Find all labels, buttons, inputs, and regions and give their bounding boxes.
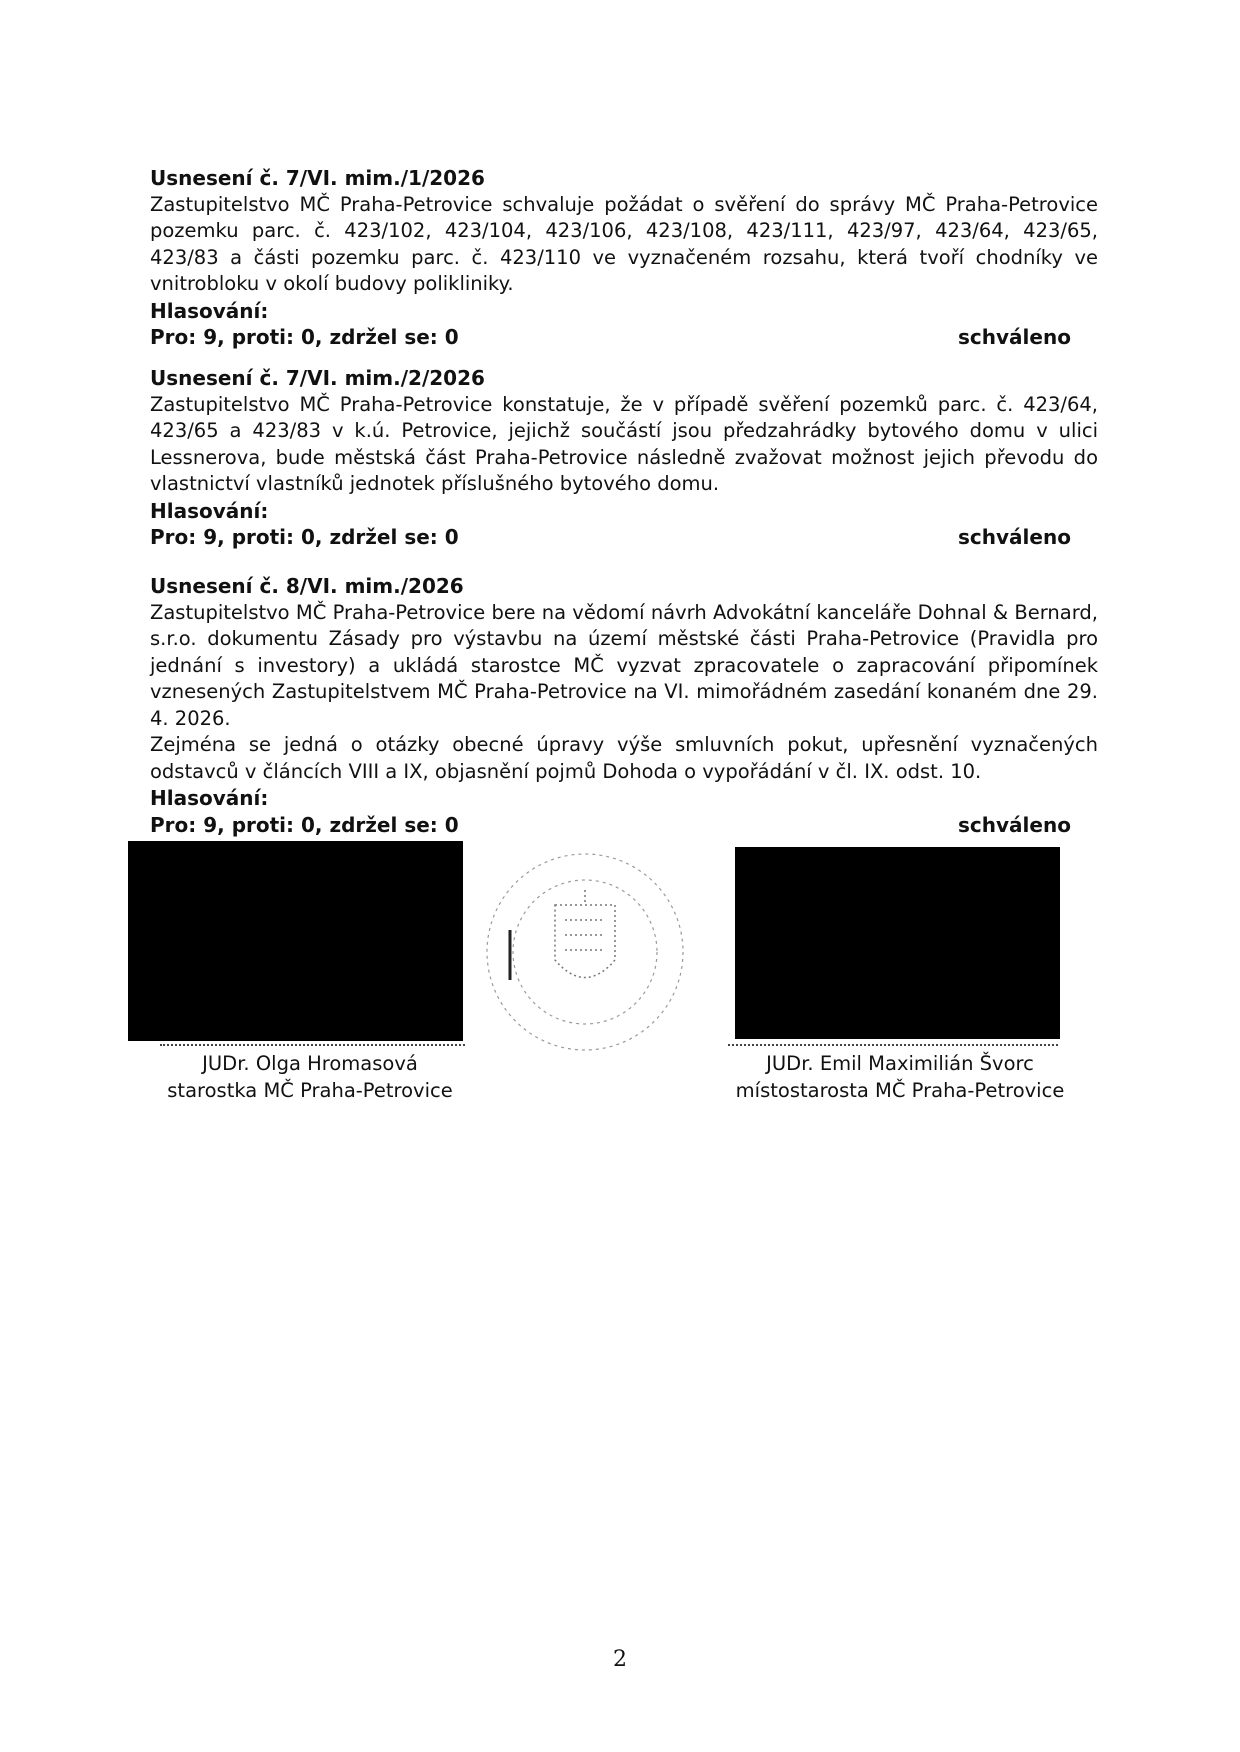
signatory-left-name: JUDr. Olga Hromasová — [202, 1052, 418, 1075]
resolution-title: Usnesení č. 7/VI. mim./2/2026 — [150, 366, 485, 390]
resolution-paragraph: Zastupitelstvo MČ Praha-Petrovice schvaluje požádat o svěření do správy MČ Praha-Petrovice pozemku parc. č. 423/102, 423/104, 423/106, 423/108, 423/111, 423/97, 423/64, 423/65, 423/83 a části pozemku parc. č. 423/110 ve vyznačeném rozsahu, která tvoří chodníky ve vnitrobloku v okolí budovy polikliniky. — [150, 192, 1098, 295]
resolution-2 — [150, 365, 1098, 554]
signatory-right — [720, 1050, 1080, 1104]
signatory-left — [130, 1050, 490, 1104]
signatory-left-role: starostka MČ Praha-Petrovice — [167, 1079, 453, 1102]
resolution-3 — [150, 573, 1098, 842]
vote-counts: Pro: 9, proti: 0, zdržel se: 0 — [150, 325, 459, 349]
resolution-paragraph: Zastupitelstvo MČ Praha-Petrovice bere na vědomí návrh Advokátní kanceláře Dohnal & Bernard, s.r.o. dokumentu Zásady pro výstavbu na území městské části Praha-Petrovice (Pravidla pro jednání s investory) a ukládá starostce MČ vyzvat zpracovatele o zapracování připomínek vznesených Zastupitelstvem MČ Praha-Petrovice na VI. mimořádném zasedání konaném dne 29. 4. 2026. — [150, 600, 1098, 730]
vote-line — [150, 812, 1098, 842]
resolution-1 — [150, 165, 1098, 354]
resolution-title: Usnesení č. 8/VI. mim./2026 — [150, 574, 464, 598]
resolution-text — [150, 600, 1098, 786]
signature-line-right — [728, 1044, 1058, 1046]
redacted-signature-left — [128, 841, 463, 1041]
vote-counts: Pro: 9, proti: 0, zdržel se: 0 — [150, 525, 459, 549]
vote-result: schváleno — [958, 525, 1071, 549]
vote-line — [150, 324, 1098, 354]
vote-line — [150, 524, 1098, 554]
vote-result: schváleno — [958, 812, 1071, 837]
resolution-paragraph: Zastupitelstvo MČ Praha-Petrovice konstatuje, že v případě svěření pozemků parc. č. 423/64, 423/65 a 423/83 v k.ú. Petrovice, jejichž součástí jsou předzahrádky bytového domu v ulici Lessnerova, bude městská část Praha-Petrovice následně zvažovat možnost jejich převodu do vlastnictví vlastníků jednotek příslušného bytového domu. — [150, 392, 1098, 495]
vote-result: schváleno — [958, 325, 1071, 349]
redacted-signature-right — [735, 847, 1060, 1039]
resolution-paragraph: Zejména se jedná o otázky obecné úpravy výše smluvních pokut, upřesnění vyznačených odstavců v článcích VIII a IX, objasnění pojmů Dohoda o vypořádání v čl. IX. odst. 10. — [150, 733, 1098, 783]
vote-label: Hlasování: — [150, 786, 269, 810]
municipal-seal-icon — [470, 845, 700, 1060]
signature-line-left — [160, 1044, 465, 1046]
signatory-right-role: místostarosta MČ Praha-Petrovice — [735, 1079, 1065, 1102]
resolution-title: Usnesení č. 7/VI. mim./1/2026 — [150, 166, 485, 190]
vote-counts: Pro: 9, proti: 0, zdržel se: 0 — [150, 812, 459, 837]
vote-label: Hlasování: — [150, 498, 269, 523]
page-number: 2 — [613, 1647, 627, 1672]
resolution-text — [150, 392, 1098, 498]
resolution-text — [150, 192, 1098, 298]
vote-label: Hlasování: — [150, 298, 269, 323]
signatory-right-name: JUDr. Emil Maximilián Švorc — [766, 1052, 1034, 1075]
